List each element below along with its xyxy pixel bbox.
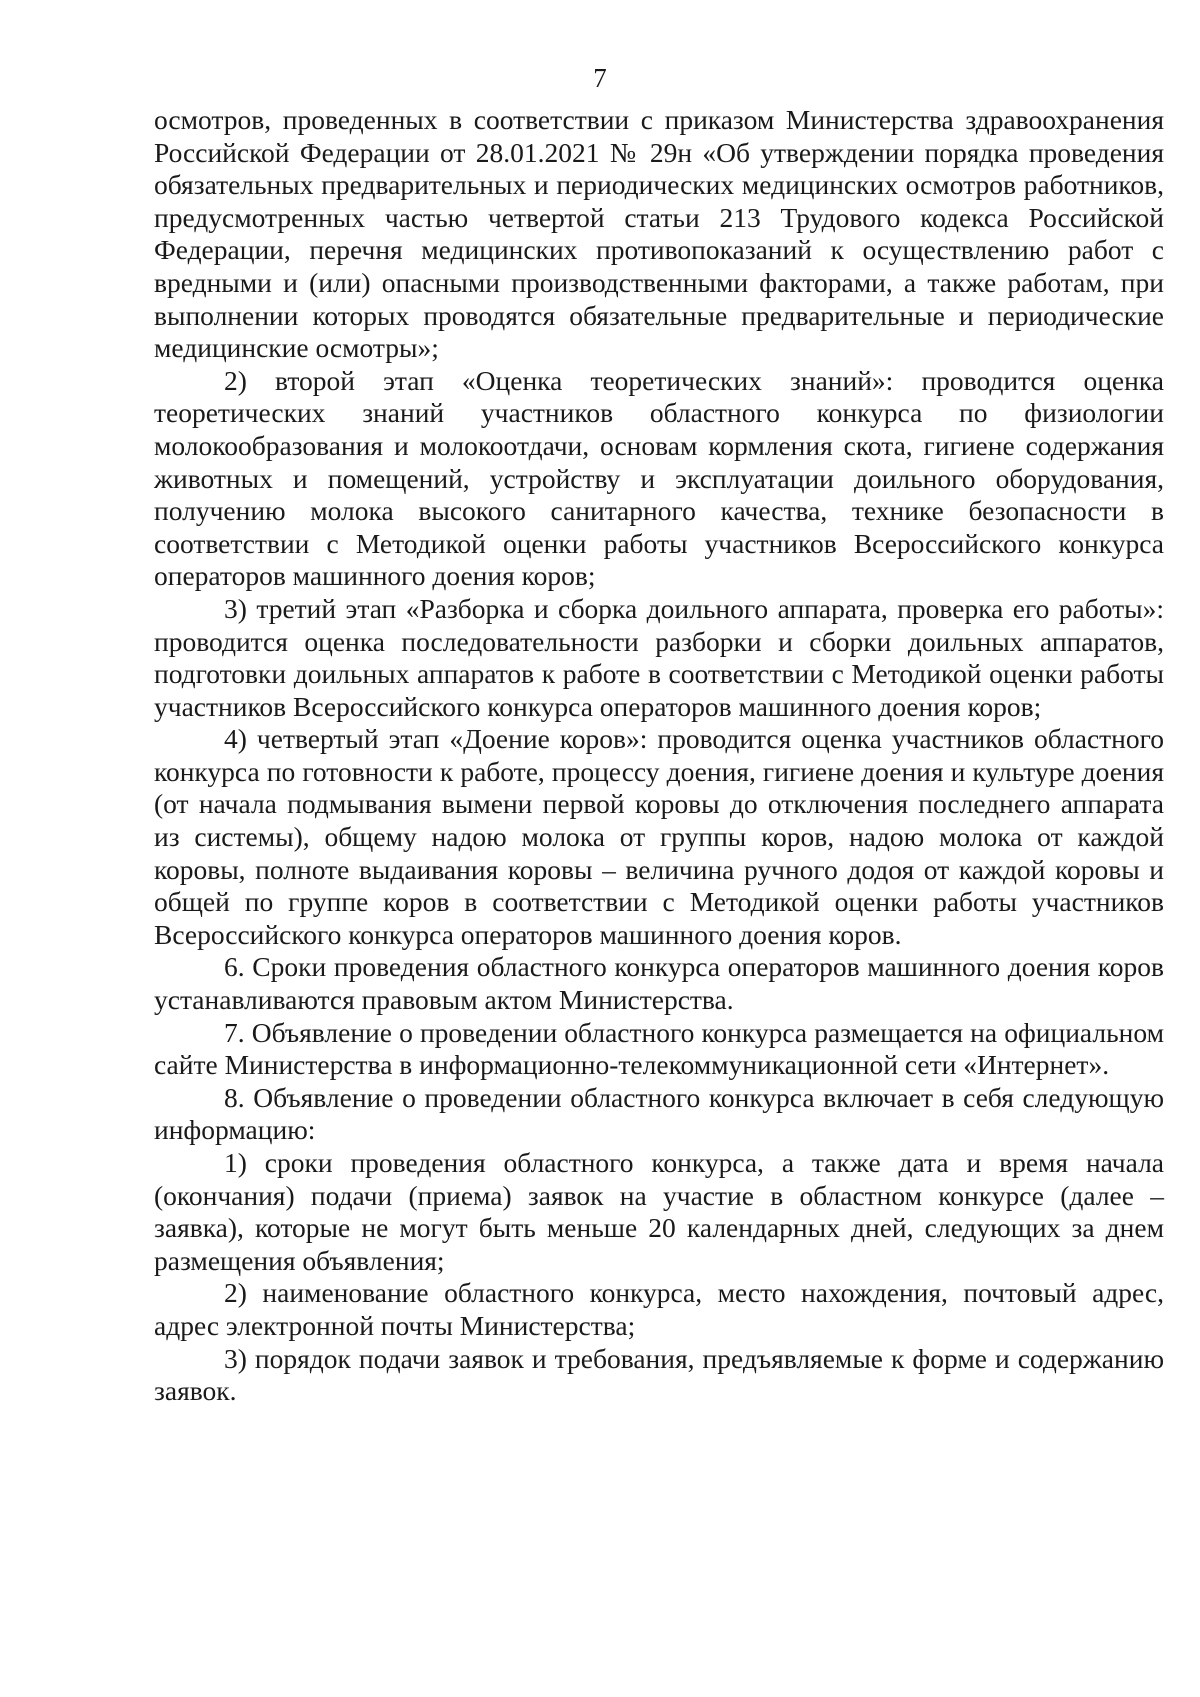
paragraph-item-8-3: 3) порядок подачи заявок и требования, предъявляемые к форме и содержанию заявок. bbox=[154, 1342, 1164, 1407]
paragraph-stage-4: 4) четвертый этап «Доение коров»: проводится оценка участников областного конкурса по готовности к работе, процессу доения, гигиене доения и культуре доения (от начала подмывания вымени первой коровы до отключения последнего аппарата из системы), общему надою молока от группы коров, надою молока от каждой коровы, полноте выдаивания коровы – величина ручного додоя от каждой коровы и общей по группе коров в соответствии с Методикой оценки работы участников Всероссийского конкурса операторов машинного доения коров. bbox=[154, 723, 1164, 950]
paragraph-stage-3: 3) третий этап «Разборка и сборка доильного аппарата, проверка его работы»: проводится оценка последовательности разборки и сборки доильных аппаратов, подготовки доильных аппаратов к работе в соответствии с Методикой оценки работы участников Всероссийского конкурса операторов машинного доения коров; bbox=[154, 592, 1164, 722]
paragraph-item-8-2: 2) наименование областного конкурса, место нахождения, почтовый адрес, адрес электронной почты Министерства; bbox=[154, 1277, 1164, 1341]
paragraph-item-6: 6. Сроки проведения областного конкурса операторов машинного доения коров устанавливаются правовым актом Министерства. bbox=[154, 951, 1164, 1016]
paragraph-stage-2: 2) второй этап «Оценка теоретических знаний»: проводится оценка теоретических знаний участников областного конкурса по физиологии молокообразования и молокоотдачи, основам кормления скота, гигиене содержания животных и помещений, устройству и эксплуатации доильного оборудования, получению молока высокого санитарного качества, технике безопасности в соответствии с Методикой оценки работы участников Всероссийского конкурса операторов машинного доения коров; bbox=[154, 364, 1164, 592]
paragraph-continuation: осмотров, проведенных в соответствии с приказом Министерства здравоохранения Российской Федерации от 28.01.2021 № 29н «Об утверждении порядка проведения обязательных предварительных и периодических медицинских осмотров работников, предусмотренных частью четвертой статьи 213 Трудового кодекса Российской Федерации, перечня медицинских противопоказаний к осуществлению работ с вредными и (или) опасными производственными факторами, а также работам, при выполнении которых проводятся обязательные предварительные и периодические медицинские осмотры»; bbox=[154, 104, 1164, 364]
paragraph-item-8: 8. Объявление о проведении областного конкурса включает в себя следующую информацию: bbox=[154, 1081, 1164, 1146]
page-number: 7 bbox=[593, 63, 607, 93]
paragraph-item-8-1: 1) сроки проведения областного конкурса, а также дата и время начала (окончания) подачи (приема) заявок на участие в областном конкурсе (далее – заявка), которые не могут быть меньше 20 календарных дней, следующих за днем размещения объявления; bbox=[154, 1147, 1164, 1276]
paragraph-item-7: 7. Объявление о проведении областного конкурса размещается на официальном сайте Министерства в информационно-телекоммуникационной сети «Интернет». bbox=[154, 1016, 1164, 1081]
document-body bbox=[154, 104, 1164, 1408]
